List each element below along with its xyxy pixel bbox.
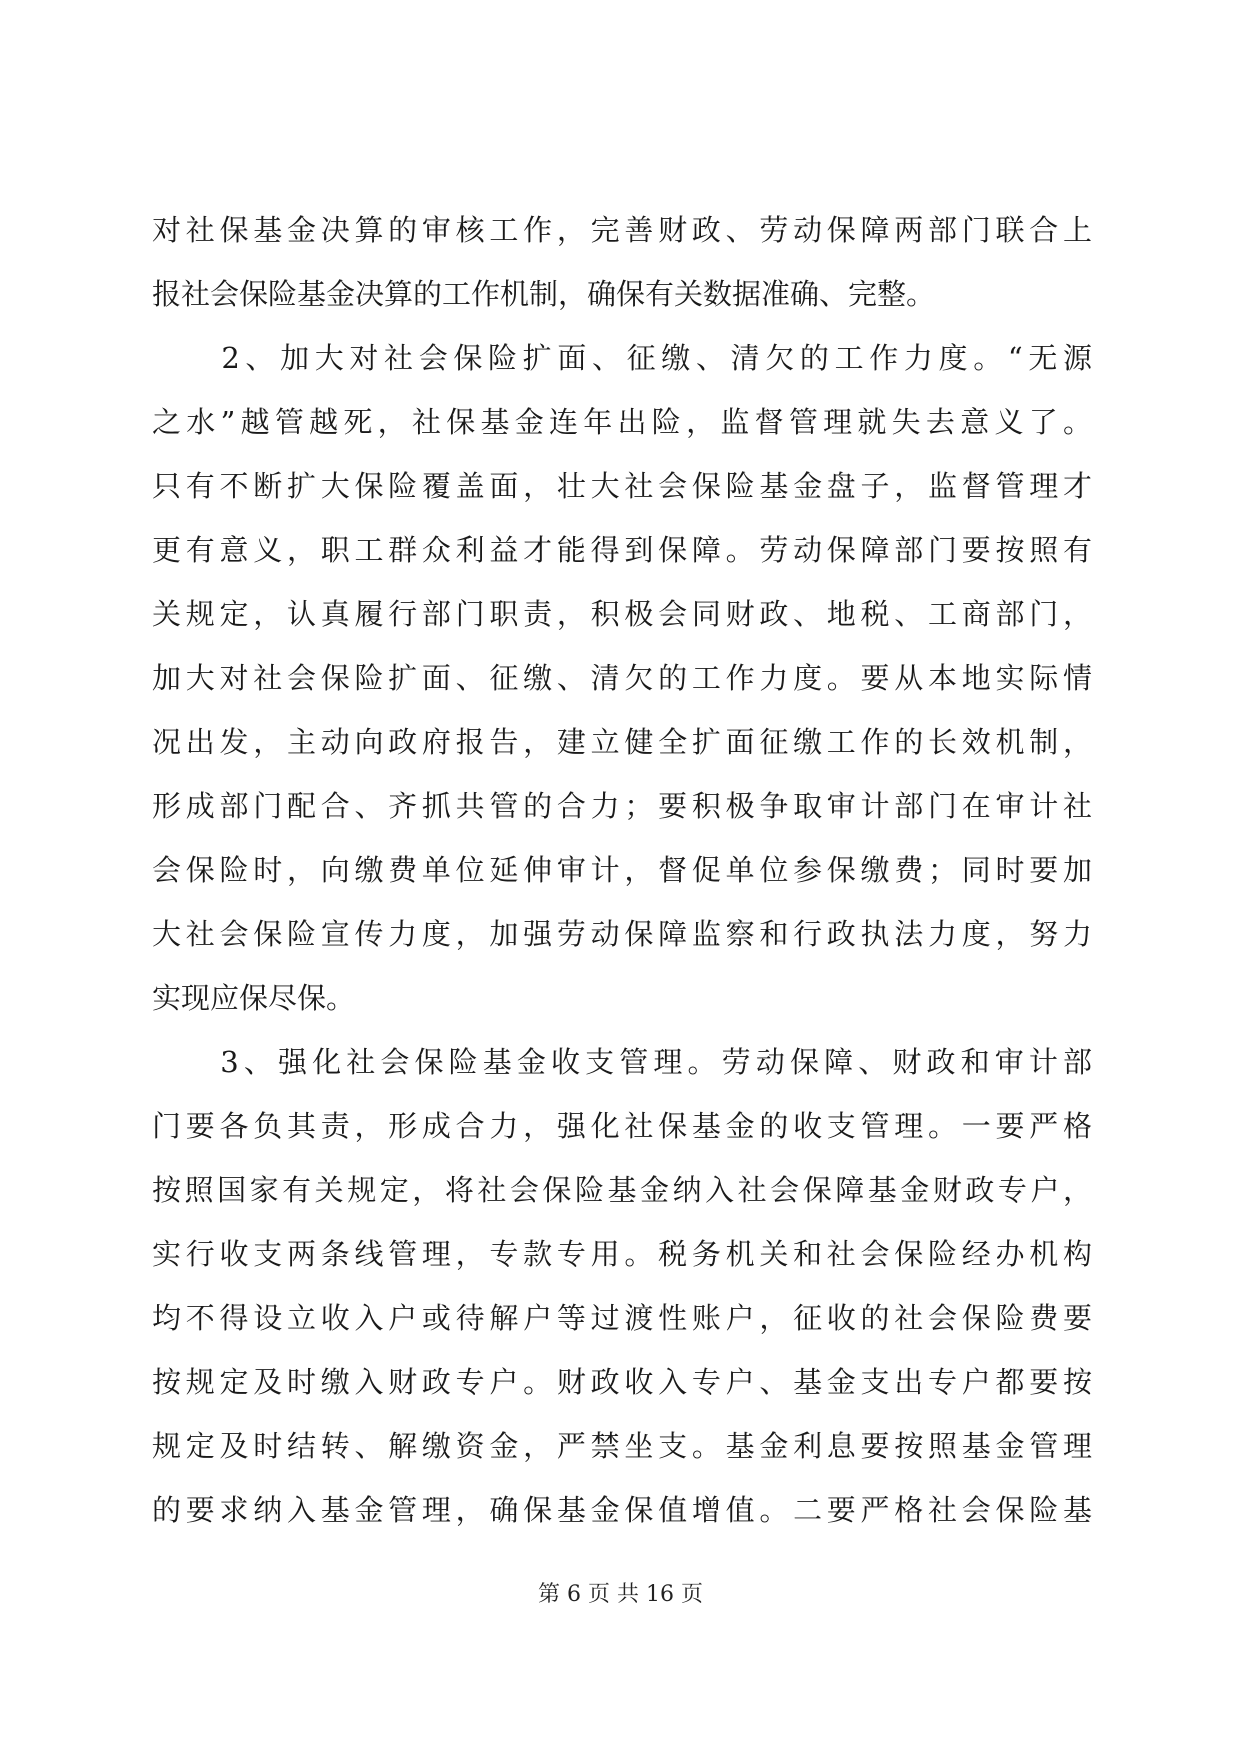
text-line: 2、加大对社会保险扩面、征缴、清欠的工作力度。“无源 <box>152 341 1092 375</box>
text-line: 关规定，认真履行部门职责，积极会同财政、地税、工商部门， <box>152 597 1092 631</box>
text-line: 只有不断扩大保险覆盖面，壮大社会保险基金盘子，监督管理才 <box>152 469 1092 503</box>
text-line: 门要各负其责，形成合力，强化社保基金的收支管理。一要严格 <box>152 1109 1092 1143</box>
text-line: 按规定及时缴入财政专户。财政收入专户、基金支出专户都要按 <box>152 1365 1092 1399</box>
text-line: 实现应保尽保。 <box>152 981 356 1015</box>
text-line: 之水”越管越死，社保基金连年出险，监督管理就失去意义了。 <box>152 405 1092 439</box>
text-line: 按照国家有关规定，将社会保险基金纳入社会保障基金财政专户， <box>152 1173 1092 1207</box>
text-line: 会保险时，向缴费单位延伸审计，督促单位参保缴费；同时要加 <box>152 853 1092 887</box>
text-line: 实行收支两条线管理，专款专用。税务机关和社会保险经办机构 <box>152 1237 1092 1271</box>
text-line: 均不得设立收入户或待解户等过渡性账户，征收的社会保险费要 <box>152 1301 1092 1335</box>
text-line: 大社会保险宣传力度，加强劳动保障监察和行政执法力度，努力 <box>152 917 1092 951</box>
text-line: 报社会保险基金决算的工作机制，确保有关数据准确、完整。 <box>152 277 936 311</box>
page-footer: 第 6 页 共 16 页 <box>538 1582 703 1607</box>
text-line: 规定及时结转、解缴资金，严禁坐支。基金利息要按照基金管理 <box>152 1429 1092 1463</box>
text-line: 更有意义，职工群众利益才能得到保障。劳动保障部门要按照有 <box>152 533 1092 567</box>
text-line: 3、强化社会保险基金收支管理。劳动保障、财政和审计部 <box>152 1045 1092 1079</box>
text-line: 形成部门配合、齐抓共管的合力；要积极争取审计部门在审计社 <box>152 789 1092 823</box>
text-line: 的要求纳入基金管理，确保基金保值增值。二要严格社会保险基 <box>152 1493 1092 1527</box>
text-line: 对社保基金决算的审核工作，完善财政、劳动保障两部门联合上 <box>152 213 1092 247</box>
text-line: 况出发，主动向政府报告，建立健全扩面征缴工作的长效机制， <box>152 725 1092 759</box>
text-line: 加大对社会保险扩面、征缴、清欠的工作力度。要从本地实际情 <box>152 661 1092 695</box>
